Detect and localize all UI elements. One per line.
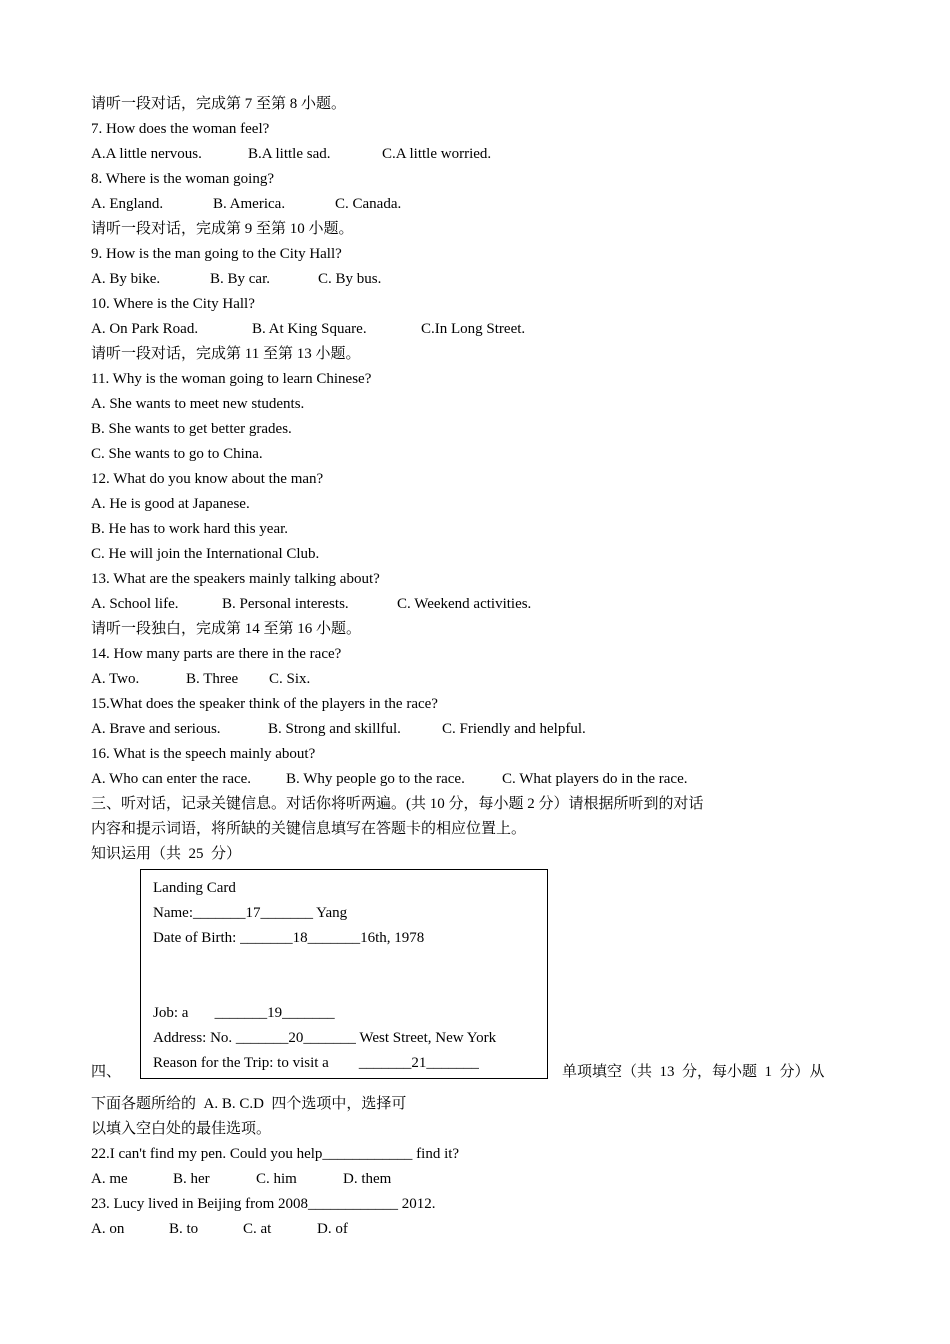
option-c: C. Weekend activities.	[397, 596, 532, 612]
card-job-field: Job: a _______19_______	[153, 1005, 335, 1021]
option-b: B.A little sad.	[248, 146, 331, 162]
option-c: C. He will join the International Club.	[91, 546, 320, 562]
options-14	[91, 667, 871, 692]
card-reason-field: Reason for the Trip: to visit a _______21_______	[153, 1055, 479, 1071]
options-13	[91, 592, 871, 617]
option-c: C. Friendly and helpful.	[442, 721, 586, 737]
option-a: A. England.	[91, 196, 164, 212]
question-22: 22.I can't find my pen. Could you help____________ find it?	[91, 1146, 460, 1162]
option-a: A. He is good at Japanese.	[91, 496, 250, 512]
option-b: B. Personal interests.	[222, 596, 349, 612]
option-b: B. America.	[213, 196, 286, 212]
question-16: 16. What is the speech mainly about?	[91, 746, 316, 762]
option-a: A. By bike.	[91, 271, 161, 287]
option-c: C. By bus.	[318, 271, 382, 287]
option-c: C. Six.	[269, 671, 311, 687]
part4-instruction-cont: 以填入空白处的最佳选项。	[91, 1121, 272, 1137]
option-c: C.In Long Street.	[421, 321, 526, 337]
section-instruction: 请听一段对话，完成第 7 至第 8 小题。	[91, 96, 347, 112]
part4-number: 四、	[91, 1064, 122, 1080]
card-title: Landing Card	[153, 880, 236, 896]
option-d: D. them	[343, 1171, 392, 1187]
option-a: A. me	[91, 1171, 128, 1187]
section-instruction: 请听一段独白，完成第 14 至第 16 小题。	[91, 621, 362, 637]
question-9: 9. How is the man going to the City Hall?	[91, 246, 342, 262]
question-10: 10. Where is the City Hall?	[91, 296, 255, 312]
option-a: A. Two.	[91, 671, 140, 687]
question-15: 15.What does the speaker think of the players in the race?	[91, 696, 438, 712]
option-a: A. School life.	[91, 596, 179, 612]
option-b: B. to	[169, 1221, 199, 1237]
part3-instruction-cont: 内容和提示词语，将所缺的关键信息填写在答题卡的相应位置上。	[91, 821, 527, 837]
landing-card-area	[91, 867, 871, 1092]
part4-heading: 单项填空（共 13 分，每小题 1 分）从	[562, 1064, 825, 1080]
option-d: D. of	[317, 1221, 348, 1237]
options-9	[91, 267, 871, 292]
question-11: 11. Why is the woman going to learn Chinese?	[91, 371, 372, 387]
option-b: B. By car.	[210, 271, 270, 287]
part4-instruction: 下面各题所给的 A. B. C.D 四个选项中，选择可	[91, 1096, 407, 1112]
card-name-field: Name:_______17_______ Yang	[153, 905, 348, 921]
option-b: B. At King Square.	[252, 321, 367, 337]
option-b: B. Strong and skillful.	[268, 721, 401, 737]
option-b: B. Three	[186, 671, 239, 687]
option-c: C. She wants to go to China.	[91, 446, 263, 462]
question-8: 8. Where is the woman going?	[91, 171, 275, 187]
options-7	[91, 142, 871, 167]
option-b: B. Why people go to the race.	[286, 771, 465, 787]
option-c: C. at	[243, 1221, 272, 1237]
options-8	[91, 192, 871, 217]
landing-card	[140, 869, 548, 1079]
options-23	[91, 1217, 871, 1242]
option-a: A. On Park Road.	[91, 321, 199, 337]
question-23: 23. Lucy lived in Beijing from 2008____________ 2012.	[91, 1196, 436, 1212]
exam-page	[91, 92, 871, 1242]
option-b: B. her	[173, 1171, 210, 1187]
option-a: A. on	[91, 1221, 125, 1237]
options-10	[91, 317, 871, 342]
option-c: C. Canada.	[335, 196, 402, 212]
card-address-field: Address: No. _______20_______ West Street, New York	[153, 1030, 497, 1046]
option-a: A. Brave and serious.	[91, 721, 221, 737]
option-a: A.A little nervous.	[91, 146, 202, 162]
options-22	[91, 1167, 871, 1192]
question-12: 12. What do you know about the man?	[91, 471, 324, 487]
part3-instruction: 三、听对话，记录关键信息。对话你将听两遍。(共 10 分，每小题 2 分）请根据所听到的对话	[91, 796, 704, 812]
section-instruction: 请听一段对话，完成第 11 至第 13 小题。	[91, 346, 361, 362]
option-c: C.A little worried.	[382, 146, 492, 162]
options-15	[91, 717, 871, 742]
option-c: C. him	[256, 1171, 297, 1187]
question-14: 14. How many parts are there in the race?	[91, 646, 342, 662]
option-b: B. She wants to get better grades.	[91, 421, 292, 437]
options-16	[91, 767, 871, 792]
option-a: A. Who can enter the race.	[91, 771, 252, 787]
question-7: 7. How does the woman feel?	[91, 121, 270, 137]
section-instruction: 请听一段对话，完成第 9 至第 10 小题。	[91, 221, 354, 237]
card-dob-field: Date of Birth: _______18_______16th, 1978	[153, 930, 425, 946]
question-13: 13. What are the speakers mainly talking about?	[91, 571, 380, 587]
card-spacer	[153, 951, 547, 1001]
option-a: A. She wants to meet new students.	[91, 396, 305, 412]
knowledge-heading: 知识运用（共 25 分）	[91, 846, 242, 862]
option-b: B. He has to work hard this year.	[91, 521, 289, 537]
option-c: C. What players do in the race.	[502, 771, 688, 787]
